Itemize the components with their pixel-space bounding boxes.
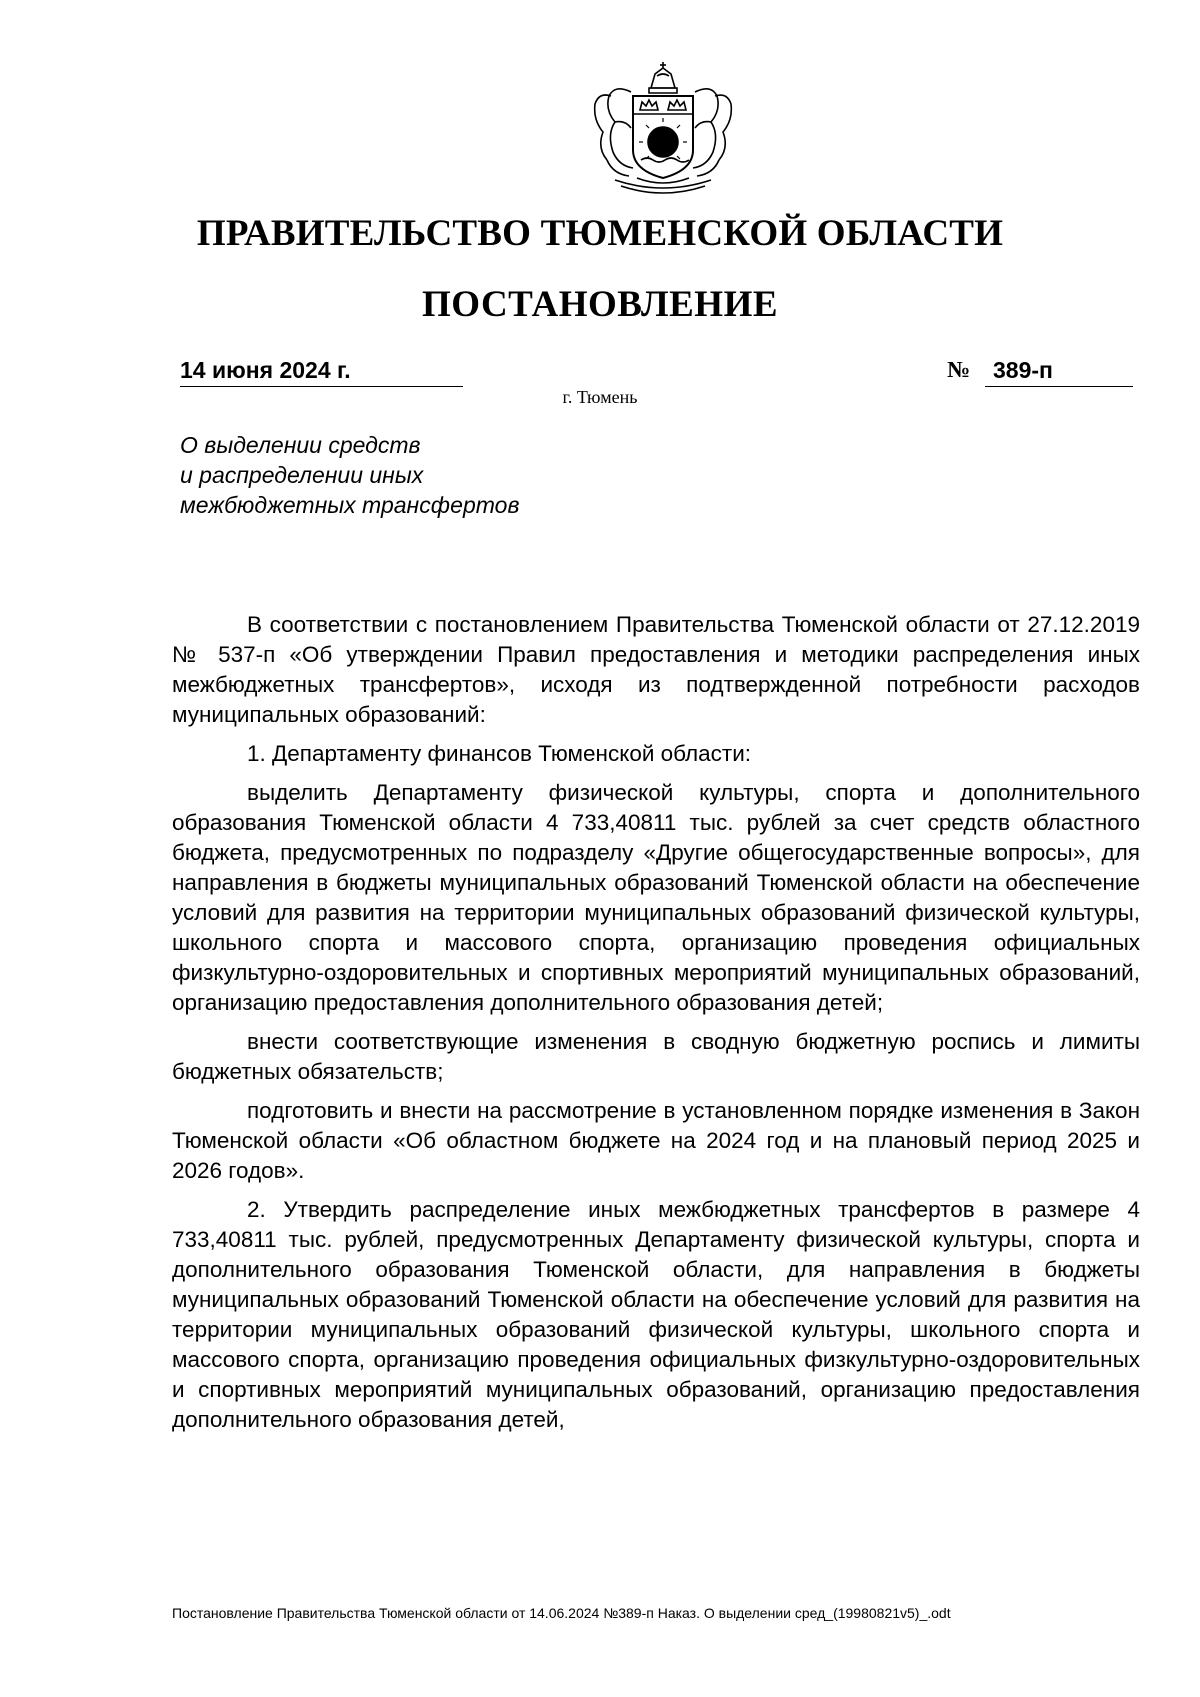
body-paragraph: 2. Утвердить распределение иных межбюджетных трансфертов в размере 4 733,40811 тыс. рублей, предусмотренных Департаменту физической культуры, спорта и дополнительного образования Тюменской области, для направления в бюджеты муниципальных образований Тюменской области на обеспечение условий для развития на территории муниципальных образований физической культуры, школьного спорта и массового спорта, организацию проведения официальных физкультурно-оздоровительных и спортивных мероприятий муниципальных образований, организацию предоставления дополнительного образования детей, xyxy=(172,1197,1140,1432)
subject-line: межбюджетных трансфертов xyxy=(180,492,520,518)
document-number: 389-п xyxy=(985,356,1133,387)
body-paragraph: 1. Департаменту финансов Тюменской области: xyxy=(247,741,752,766)
document-body xyxy=(172,610,1140,1444)
document-date: 14 июня 2024 г. xyxy=(180,356,463,387)
city: г. Тюмень xyxy=(562,387,638,407)
body-paragraph: внести соответствующие изменения в сводную бюджетную роспись и лимиты бюджетных обязательств; xyxy=(172,1029,1140,1084)
subject-line: О выделении средств xyxy=(180,432,421,458)
body-paragraph: В соответствии с постановлением Правительства Тюменской области от 27.12.2019 № 537-п «Об утверждении Правил предоставления и методики распределения иных межбюджетных трансфертов», исходя из подтвержденной потребности расходов муниципальных образований: xyxy=(172,612,1140,727)
document-type: ПОСТАНОВЛЕНИЕ xyxy=(421,284,779,325)
document-footer: Постановление Правительства Тюменской области от 14.06.2024 №389-п Наказ. О выделении сред_(19980821v5)_.odt xyxy=(172,1605,951,1621)
body-paragraph: подготовить и внести на рассмотрение в установленном порядке изменения в Закон Тюменской области «Об областном бюджете на 2024 год и на плановый период 2025 и 2026 годов». xyxy=(172,1098,1140,1183)
number-label: № xyxy=(947,357,971,382)
body-paragraph: выделить Департаменту физической культуры, спорта и дополнительного образования Тюменской области 4 733,40811 тыс. рублей за счет средств областного бюджета, предусмотренных по подразделу «Другие общегосударственные вопросы», для направления в бюджеты муниципальных образований Тюменской области на обеспечение условий для развития на территории муниципальных образований физической культуры, школьного спорта и массового спорта, организацию проведения официальных физкультурно-оздоровительных и спортивных мероприятий муниципальных образований, организацию предоставления дополнительного образования детей; xyxy=(172,780,1140,1015)
government-title: ПРАВИТЕЛЬСТВО ТЮМЕНСКОЙ ОБЛАСТИ xyxy=(196,213,1004,254)
tyumen-region-coat-of-arms-icon xyxy=(585,62,741,196)
subject-line: и распределении иных xyxy=(180,462,424,488)
document-subject xyxy=(180,430,680,520)
